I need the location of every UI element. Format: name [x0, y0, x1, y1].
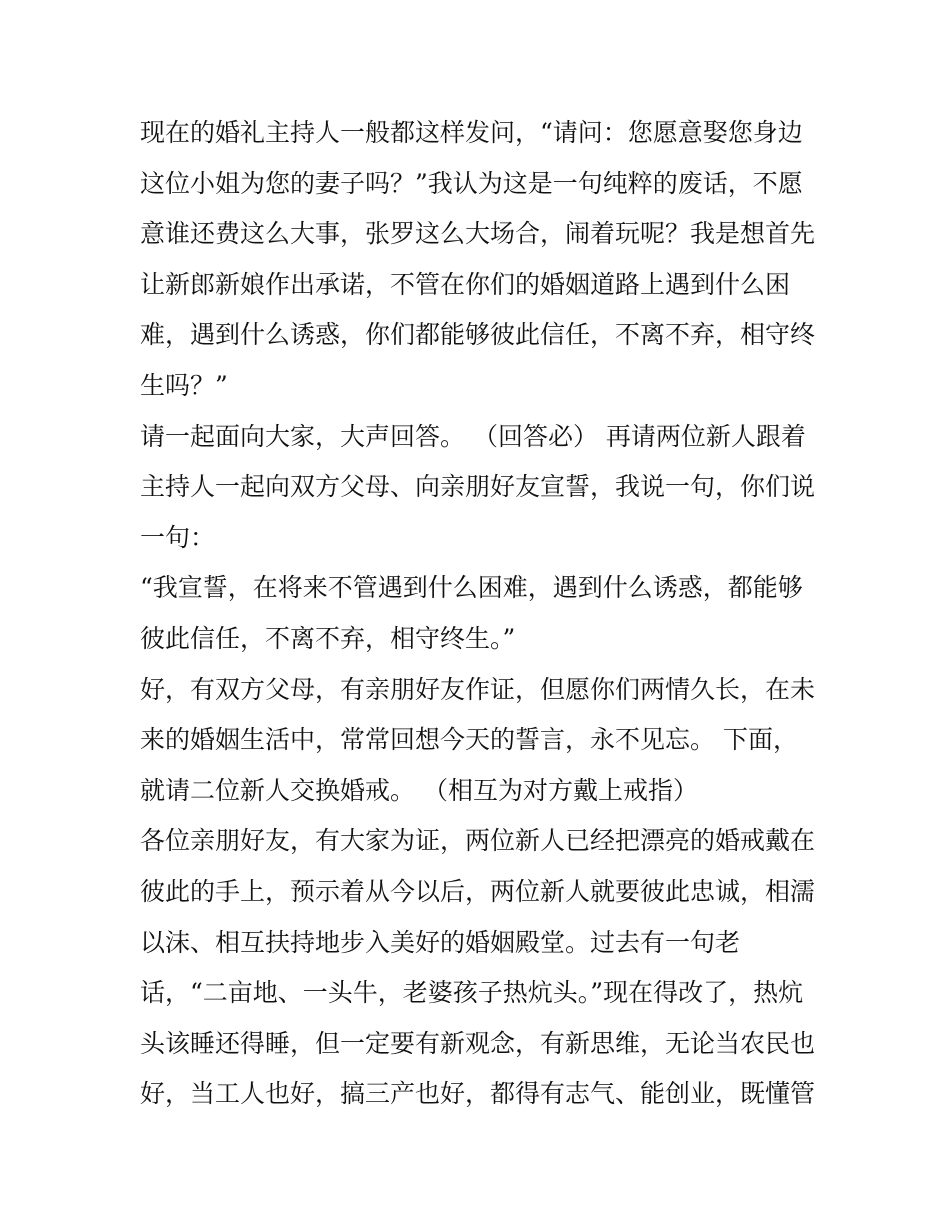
text-line: 好，有双方父母，有亲朋好友作证，但愿你们两情久长，在未: [140, 674, 816, 704]
text-line: 让新郎新娘作出承诺，不管在你们的婚姻道路上遇到什么困: [140, 269, 791, 299]
body-text: [140, 108, 820, 1120]
text-line: 彼此的手上，预示着从今以后，两位新人就要彼此忠诚，相濡: [140, 876, 816, 906]
text-line: 头该睡还得睡，但一定要有新观念，有新思维，无论当农民也: [140, 1028, 816, 1058]
text-line: 意谁还费这么大事，张罗这么大场合，闹着玩呢？我是想首先: [140, 219, 816, 249]
text-line: 各位亲朋好友，有大家为证，两位新人已经把漂亮的婚戒戴在: [140, 826, 816, 856]
text-line: 请一起面向大家，大声回答。 （回答必） 再请两位新人跟着: [140, 421, 806, 451]
text-line: 这位小姐为您的妻子吗？”我认为这是一句纯粹的废话，不愿: [140, 168, 803, 198]
text-line: 以沫、相互扶持地步入美好的婚姻殿堂。过去有一句老: [140, 927, 741, 957]
text-line: 生吗？”: [140, 370, 228, 400]
text-line: “我宣誓，在将来不管遇到什么困难，遇到什么诱惑，都能够: [140, 573, 803, 603]
text-line: 话，“二亩地、一头牛，老婆孩子热炕头。”现在得改了，热炕: [140, 978, 804, 1008]
text-line: 主持人一起向双方父母、向亲朋好友宣誓，我说一句，你们说: [140, 472, 816, 502]
text-line: 难，遇到什么诱惑，你们都能够彼此信任，不离不弃，相守终: [140, 320, 816, 350]
text-line: 彼此信任，不离不弃，相守终生。”: [140, 623, 516, 653]
text-line: 来的婚姻生活中，常常回想今天的誓言，永不见忘。 下面，: [140, 725, 798, 755]
text-line: 就请二位新人交换婚戒。 （相互为对方戴上戒指）: [140, 775, 698, 805]
text-line: 一句：: [140, 522, 216, 552]
text-line: 现在的婚礼主持人一般都这样发问，“请问：您愿意娶您身边: [140, 118, 803, 147]
text-line: 好，当工人也好，搞三产也好，都得有志气、能创业，既懂管: [140, 1079, 816, 1109]
